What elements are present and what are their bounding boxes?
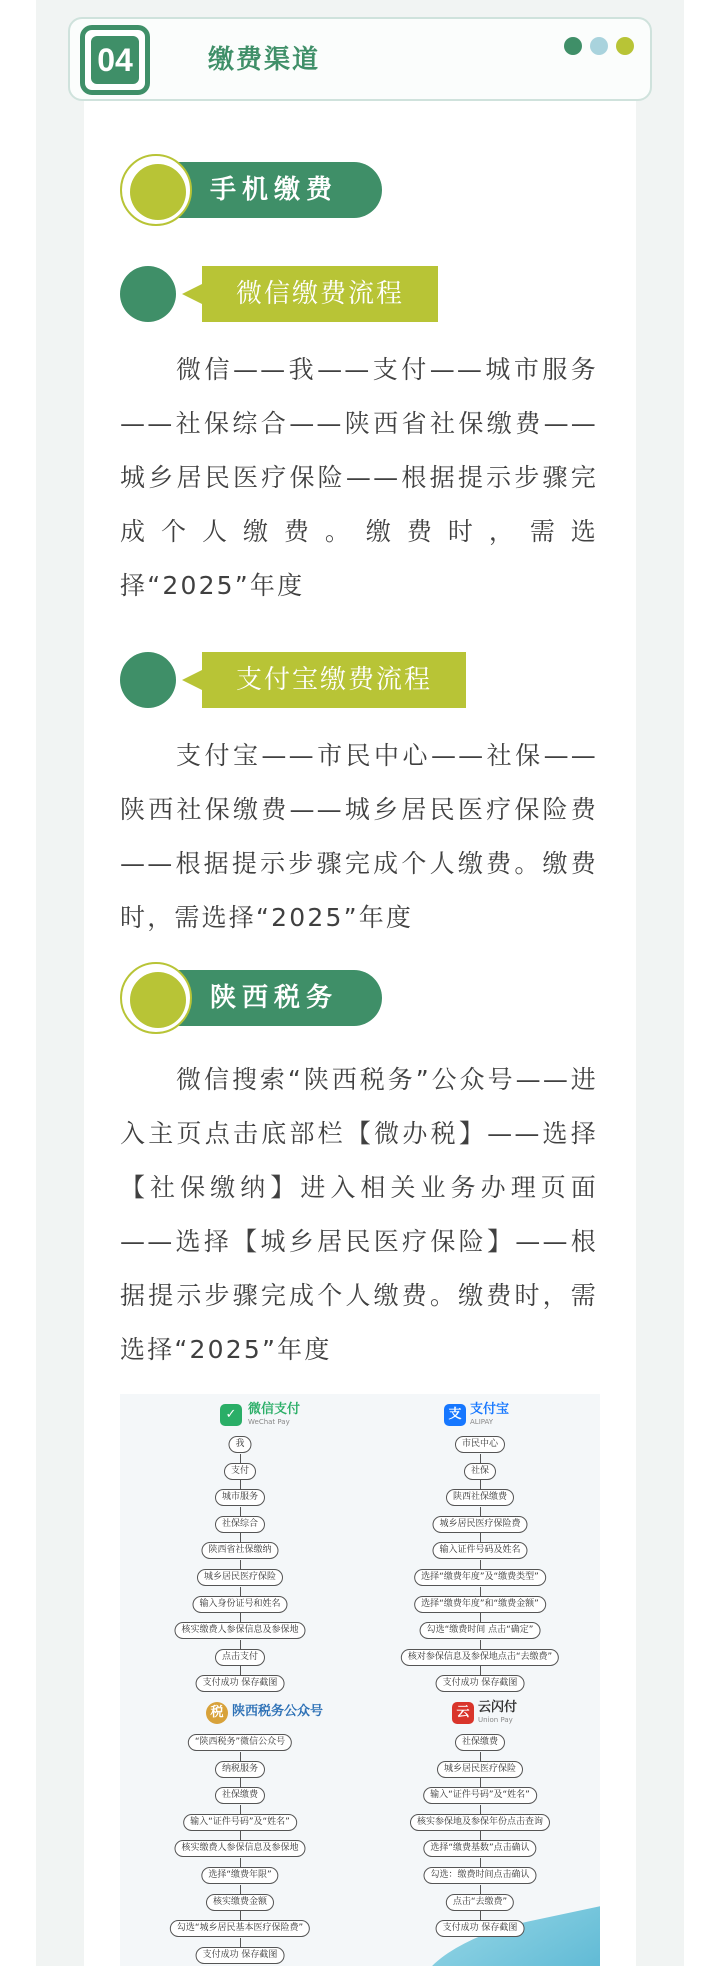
flow-step: 社保缴费 <box>455 1734 505 1751</box>
flow-connector <box>480 1454 481 1463</box>
flow-step: 勾选：缴费时间点击确认 <box>423 1867 536 1884</box>
flow-step: 勾选“城乡居民基本医疗保险费” <box>170 1920 310 1937</box>
flow-step: 点击支付 <box>215 1649 265 1666</box>
flow-connector <box>480 1507 481 1516</box>
section-title: 缴费渠道 <box>208 45 321 75</box>
tax-flow-text: 微信搜索“陕西税务”公众号——进入主页点击底部栏【微办税】——选择【社保缴纳】进入相关业务办理页面——选择【城乡居民医疗保险】——根据提示步骤完成个人缴费。缴费时，需选择“2025”年度 <box>120 1065 598 1364</box>
flow-connector <box>480 1480 481 1489</box>
flow-step: 支付成功 保存截图 <box>436 1920 525 1937</box>
flow-connector <box>240 1560 241 1569</box>
flow-connector <box>240 1938 241 1947</box>
heading-dot-icon <box>120 266 176 322</box>
unionpay-brand: 云 云闪付 Union Pay <box>360 1700 600 1728</box>
pill-label: 手机缴费 <box>210 175 339 205</box>
flow-step: 城乡居民医疗保险费 <box>432 1516 527 1533</box>
alipay-brand: 支 支付宝 ALIPAY <box>360 1402 600 1430</box>
heading-label: 微信缴费流程 <box>202 266 438 322</box>
flow-step: 城市服务 <box>215 1489 265 1506</box>
decor-dot-lime <box>616 37 634 55</box>
flow-step: 点击“去缴费” <box>446 1894 514 1911</box>
flow-connector <box>240 1454 241 1463</box>
flow-connector <box>480 1533 481 1542</box>
heading-arrow-icon <box>182 670 202 690</box>
flow-step: 输入证件号码及姓名 <box>432 1542 527 1559</box>
flow-step: 核实缴费金额 <box>206 1894 274 1911</box>
heading-label: 支付宝缴费流程 <box>202 652 466 708</box>
flow-connector <box>480 1911 481 1920</box>
flow-connector <box>240 1587 241 1596</box>
section-header <box>68 17 652 101</box>
flow-step: 支付 <box>224 1463 256 1480</box>
flow-step: 支付成功 保存截图 <box>436 1675 525 1692</box>
flow-step: 选择“缴费年度”及“缴费类型” <box>414 1569 546 1586</box>
flow-step: 核实缴费人参保信息及参保地 <box>174 1840 305 1857</box>
flow-connector <box>240 1613 241 1622</box>
flow-step: 城乡居民医疗保险 <box>197 1569 283 1586</box>
flow-connector <box>240 1533 241 1542</box>
mobile-payment-pill <box>120 154 382 224</box>
flow-step: 社保缴费 <box>215 1787 265 1804</box>
flow-step: 市民中心 <box>455 1436 505 1453</box>
tax-bureau-emblem-icon: 税 <box>206 1702 228 1724</box>
flow-connector <box>480 1885 481 1894</box>
flow-step: 选择“缴费基数”点击确认 <box>423 1840 536 1857</box>
alipay-flow-text: 支付宝——市民中心——社保——陕西社保缴费——城乡居民医疗保险费——根据提示步骤完成个人缴费。缴费时，需选择“2025”年度 <box>120 741 598 932</box>
flow-step: 核实参保地及参保年份点击查询 <box>410 1814 550 1831</box>
flow-step: “陕西税务”微信公众号 <box>188 1734 292 1751</box>
flow-step: 勾选“缴费时间 点击“确定” <box>420 1622 541 1639</box>
flow-connector <box>480 1666 481 1675</box>
flow-connector <box>480 1752 481 1761</box>
flow-step: 陕西社保缴费 <box>446 1489 514 1506</box>
payment-flow-diagram <box>120 1394 600 1966</box>
flow-connector <box>480 1587 481 1596</box>
decor-dot-blue <box>590 37 608 55</box>
flow-step: 社保 <box>464 1463 496 1480</box>
flow-connector <box>480 1560 481 1569</box>
flow-step: 我 <box>228 1436 251 1453</box>
flow-connector <box>240 1480 241 1489</box>
flow-step: 输入“证件号码”及“姓名” <box>423 1787 537 1804</box>
flow-connector <box>480 1640 481 1649</box>
flow-step: 纳税服务 <box>215 1761 265 1778</box>
shaanxi-tax-pill <box>120 962 382 1032</box>
flow-step: 输入“证件号码”及“姓名” <box>183 1814 297 1831</box>
flow-step: 城乡居民医疗保险 <box>437 1761 523 1778</box>
wechat-pay-icon: ✓ <box>220 1404 242 1426</box>
heading-dot-icon <box>120 652 176 708</box>
flow-step: 支付成功 保存截图 <box>196 1947 285 1964</box>
pill-ring-icon <box>120 962 192 1034</box>
flow-connector <box>240 1911 241 1920</box>
flow-connector <box>240 1640 241 1649</box>
unionpay-icon: 云 <box>452 1702 474 1724</box>
flow-step: 核对参保信息及参保地点击“去缴费” <box>401 1649 559 1666</box>
tax-brand: 税 陕西税务公众号 <box>120 1700 360 1728</box>
flow-connector <box>240 1507 241 1516</box>
flow-connector <box>480 1805 481 1814</box>
flow-connector <box>240 1885 241 1894</box>
flow-connector <box>480 1831 481 1840</box>
section-number-badge <box>80 25 150 95</box>
flow-step: 核实缴费人参保信息及参保地 <box>174 1622 305 1639</box>
flow-step: 输入身份证号和姓名 <box>192 1596 287 1613</box>
flow-connector <box>240 1752 241 1761</box>
flow-connector <box>240 1831 241 1840</box>
flow-step: 选择“缴费年度”和“缴费金额” <box>414 1596 546 1613</box>
decor-dot-green <box>564 37 582 55</box>
flow-connector <box>480 1778 481 1787</box>
flow-connector <box>240 1858 241 1867</box>
alipay-icon: 支 <box>444 1404 466 1426</box>
flow-connector <box>480 1613 481 1622</box>
flow-step: 社保综合 <box>215 1516 265 1533</box>
flow-step: 选择“缴费年限” <box>201 1867 278 1884</box>
heading-arrow-icon <box>182 284 202 304</box>
flow-connector <box>480 1858 481 1867</box>
pill-label: 陕西税务 <box>210 983 339 1013</box>
flow-connector <box>240 1805 241 1814</box>
flow-connector <box>240 1666 241 1675</box>
flow-connector <box>240 1778 241 1787</box>
pill-ring-icon <box>120 154 192 226</box>
wechat-flow-text: 微信——我——支付——城市服务——社保综合——陕西省社保缴费——城乡居民医疗保险——根据提示步骤完成个人缴费。缴费时，需选择“2025”年度 <box>120 355 598 600</box>
flow-step: 陕西省社保缴纳 <box>201 1542 278 1559</box>
section-number: 04 <box>91 36 139 84</box>
wechat-brand: ✓ 微信支付 WeChat Pay <box>120 1402 360 1430</box>
flow-step: 支付成功 保存截图 <box>196 1675 285 1692</box>
